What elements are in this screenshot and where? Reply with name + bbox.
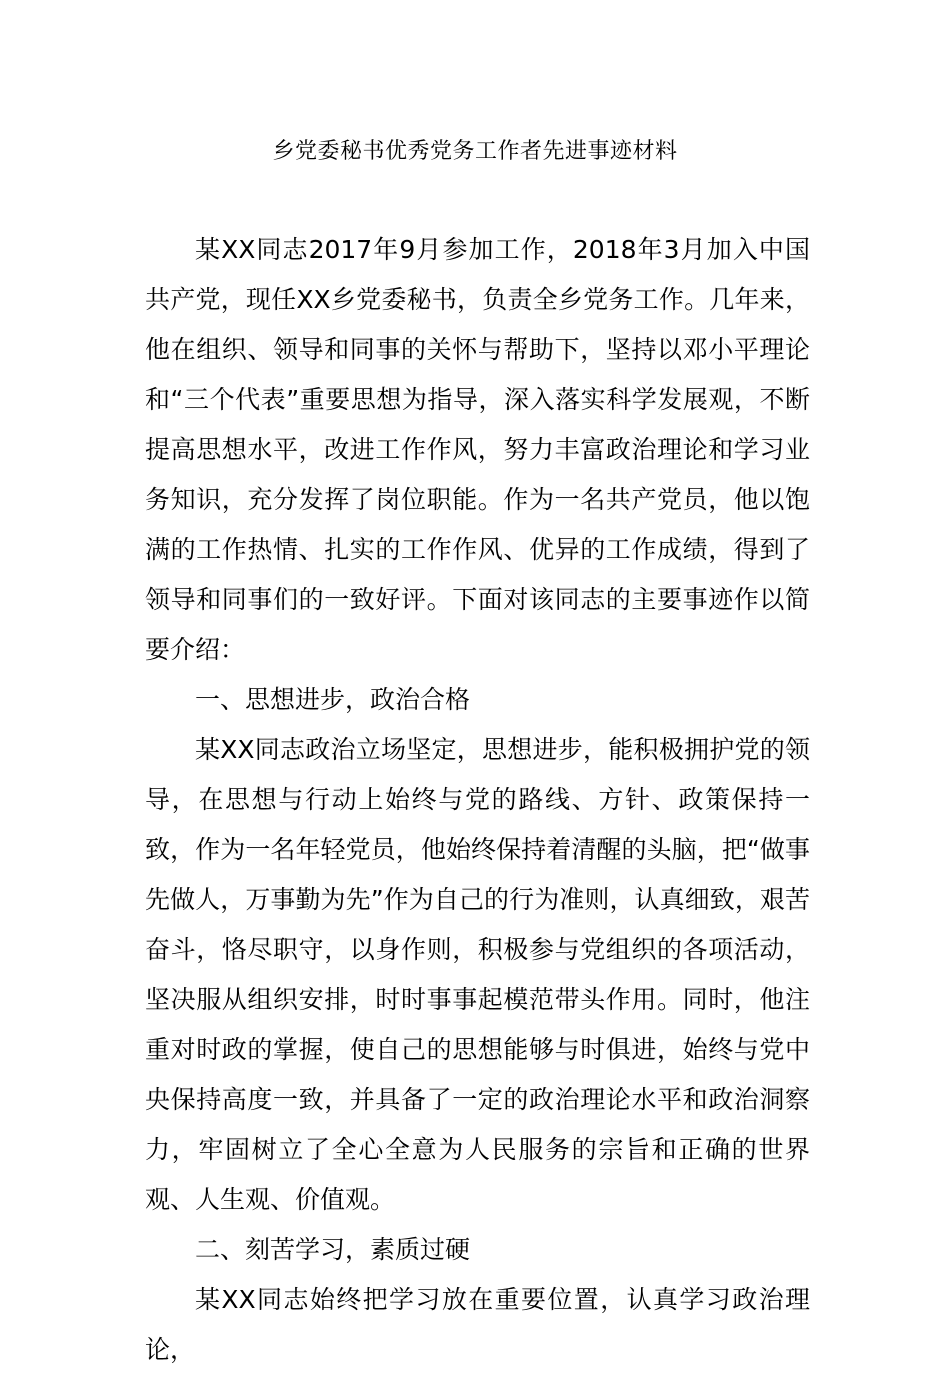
paragraph-section-2: 某XX同志始终把学习放在重要位置，认真学习政治理论， [145,1285,810,1364]
section-heading-2: 二、刻苦学习，素质过硬 [195,1235,471,1264]
document-title: 乡党委秘书优秀党务工作者先进事迹材料 [272,139,678,164]
document-body [145,225,810,1375]
paragraph-section-1: 某XX同志政治立场坚定，思想进步，能积极拥护党的领导，在思想与行动上始终与党的路线、方针、政策保持一致，作为一名年轻党员，他始终保持着清醒的头脑，把“做事先做人，万事勤为先”作为自己的行为准则，认真细致，艰苦奋斗，恪尽职守，以身作则，积极参与党组织的各项活动，坚决服从组织安排，时时事事起模范带头作用。同时，他注重对时政的掌握，使自己的思想能够与时俱进，始终与党中央保持高度一致，并具备了一定的政治理论水平和政治洞察力，牢固树立了全心全意为人民服务的宗旨和正确的世界观、人生观、价值观。 [145,735,810,1214]
section-heading-1: 一、思想进步，政治合格 [195,685,471,714]
paragraph-intro: 某XX同志2017年9月参加工作，2018年3月加入中国共产党，现任XX乡党委秘书，负责全乡党务工作。几年来，他在组织、领导和同事的关怀与帮助下，坚持以邓小平理论和“三个代表”重要思想为指导，深入落实科学发展观，不断提高思想水平，改进工作作风，努力丰富政治理论和学习业务知识，充分发挥了岗位职能。作为一名共产党员，他以饱满的工作热情、扎实的工作作风、优异的工作成绩，得到了领导和同事们的一致好评。下面对该同志的主要事迹作以简要介绍： [145,235,810,664]
